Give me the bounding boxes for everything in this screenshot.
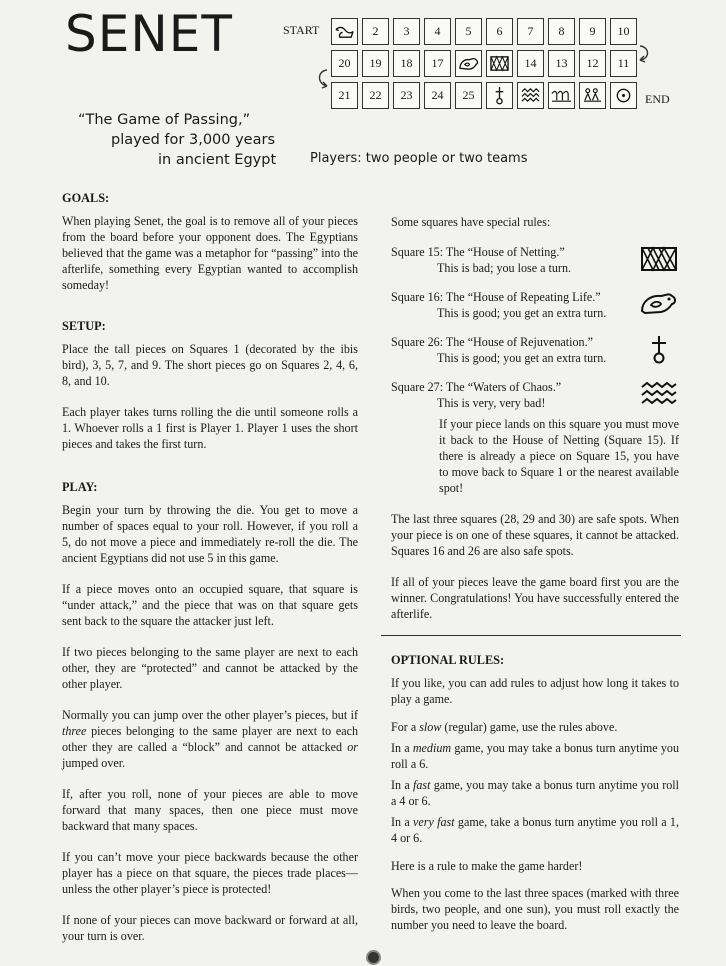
- play-paragraph-6: If you can’t move your piece backwards because the other player has a piece on that square, the pieces trade places—unless the other player’s piece is protected!: [62, 850, 358, 896]
- text-run: jumped over.: [62, 756, 126, 770]
- medium-game-rule: [391, 740, 679, 772]
- end-label: END: [645, 92, 670, 106]
- right-column: [391, 214, 679, 933]
- play-paragraph-5: If, after you roll, none of your pieces are able to move forward that many spaces, then one piece must move backward that many spaces.: [62, 787, 358, 833]
- water-icon: [639, 379, 679, 409]
- three-birds-icon: [551, 86, 572, 105]
- text-run: pieces belonging to the same player are next to each other they are called a “block” and cannot be attacked: [62, 724, 358, 754]
- setup-paragraph-1: Place the tall pieces on Squares 1 (decorated by the ibis bird), 3, 5, 7, and 9. The short pieces go on Squares 2, 4, 6, 8, and 10.: [62, 342, 358, 388]
- frog-icon: [639, 289, 679, 319]
- board-square: 10: [610, 18, 637, 45]
- text-run: Normally you can jump over the other player’s pieces, but if: [62, 708, 358, 722]
- section-divider: [381, 635, 681, 636]
- board-square: 3: [393, 18, 420, 45]
- setup-paragraph-2: Each player takes turns rolling the die until someone rolls a 1. Whoever rolls a 1 first is Player 1. Player 1 uses the short pieces and takes the first turn.: [62, 405, 358, 451]
- turn-arrow-left-icon: [313, 68, 333, 90]
- sun-icon: [613, 86, 634, 105]
- text-run: In a: [391, 741, 413, 755]
- board-square: 5: [455, 18, 482, 45]
- board-square: 8: [548, 18, 575, 45]
- tagline-line-2: played for 3,000 years: [111, 132, 276, 148]
- board-square: [486, 50, 513, 77]
- start-label: START: [283, 23, 320, 37]
- senet-board: [0, 0, 726, 120]
- play-paragraph-4: [62, 707, 358, 771]
- hanging-hole: [366, 950, 381, 965]
- board-square: 13: [548, 50, 575, 77]
- players-info: Players: two people or two teams: [310, 151, 528, 166]
- emphasis: three: [62, 724, 87, 738]
- tagline: [78, 110, 276, 170]
- optional-intro: If you like, you can add rules to adjust how long it takes to play a game.: [391, 676, 679, 706]
- rule-effect: This is very, very bad!: [437, 396, 546, 410]
- rule-title: Square 16: The “House of Repeating Life.”: [391, 290, 601, 304]
- emphasis: or: [347, 740, 358, 754]
- play-paragraph-3: If two pieces belonging to the same player are next to each other, they are “protected” and cannot be attacked by the other player.: [62, 645, 358, 691]
- emphasis: fast: [412, 778, 431, 792]
- turn-arrow-right-icon: [636, 44, 656, 64]
- rule-effect: This is good; you get an extra turn.: [437, 306, 607, 320]
- text-run: game, you may take a bonus turn anytime you roll a 6.: [391, 741, 679, 771]
- safe-spots-paragraph: The last three squares (28, 29 and 30) are safe spots. When your piece is on one of these squares, it cannot be attacked. Squares 16 and 26 are also safe spots.: [391, 512, 679, 558]
- board-square: 24: [424, 82, 451, 109]
- page-title: SENET: [65, 5, 233, 63]
- rule-title: Square 26: The “House of Rejuvenation.”: [391, 335, 593, 349]
- left-column: [62, 190, 358, 944]
- rule-square-26: [391, 334, 679, 366]
- water-icon: [520, 86, 541, 105]
- text-run: In a: [391, 778, 413, 792]
- play-heading: PLAY:: [62, 480, 98, 494]
- board-square: 14: [517, 50, 544, 77]
- netting-icon: [489, 54, 510, 73]
- very-fast-game-rule: [391, 814, 679, 846]
- board-square: 7: [517, 18, 544, 45]
- text-run: game, take a bonus turn anytime you roll a 1, 4 or 6.: [391, 815, 679, 845]
- goals-heading: GOALS:: [62, 191, 110, 205]
- board-square: [579, 82, 606, 109]
- tagline-line-3: in ancient Egypt: [158, 152, 277, 168]
- board-square: 4: [424, 18, 451, 45]
- harder-rule: When you come to the last three spaces (marked with three birds, two people, and one sun), you must roll exactly the number you need to leave the board.: [391, 886, 679, 932]
- special-intro: Some squares have special rules:: [391, 215, 551, 229]
- netting-icon: [639, 244, 679, 274]
- board-square: [610, 82, 637, 109]
- rule-square-16: [391, 289, 679, 321]
- rule-effect: This is good; you get an extra turn.: [437, 351, 607, 365]
- play-paragraph-2: If a piece moves onto an occupied square, that square is “under attack,” and the piece that was on that square gets sent back to the square the attacker just left.: [62, 582, 358, 628]
- rule-square-27: [391, 379, 679, 411]
- fast-game-rule: [391, 777, 679, 809]
- emphasis: slow: [419, 720, 442, 734]
- board-square: 22: [362, 82, 389, 109]
- board-square: 25: [455, 82, 482, 109]
- text-run: (regular) game, use the rules above.: [441, 720, 618, 734]
- ankh-icon: [489, 86, 510, 105]
- rule-square-15: [391, 244, 679, 276]
- chaos-detail: If your piece lands on this square you must move it back to the House of Netting (Square 15). If there is already a piece on Square 15, you have to move back to Square 1 or the nearest available spot!: [439, 417, 679, 495]
- ankh-icon: [639, 334, 679, 364]
- text-run: For a: [391, 720, 420, 734]
- play-paragraph-7: If none of your pieces can move backward or forward at all, your turn is over.: [62, 913, 358, 943]
- rule-title: Square 15: The “House of Netting.”: [391, 245, 565, 259]
- board-square: 20: [331, 50, 358, 77]
- board-square: 17: [424, 50, 451, 77]
- optional-rules-heading: OPTIONAL RULES:: [391, 653, 505, 667]
- board-square: [517, 82, 544, 109]
- emphasis: medium: [412, 741, 452, 755]
- winner-paragraph: If all of your pieces leave the game board first you are the winner. Congratulations! You have successfully entered the afterlife.: [391, 575, 679, 621]
- frog-icon: [458, 54, 479, 73]
- board-square: 2: [362, 18, 389, 45]
- play-paragraph-1: Begin your turn by throwing the die. You get to move a number of spaces equal to your roll. However, if you roll a 5, do not move a piece and immediately re-roll the die. The ancient Egyptians did not use 5 in this game.: [62, 503, 358, 565]
- emphasis: very fast: [413, 815, 455, 829]
- board-square: 23: [393, 82, 420, 109]
- tagline-line-1: “The Game of Passing,”: [78, 112, 251, 128]
- setup-heading: SETUP:: [62, 319, 106, 333]
- goals-paragraph: When playing Senet, the goal is to remove all of your pieces from the board before your opponent does. The Egyptians believed that the game was a metaphor for “passing” into the afterlife, something every Egyptian wanted to accomplish someday!: [62, 214, 358, 292]
- board-square: 9: [579, 18, 606, 45]
- board-square: [548, 82, 575, 109]
- rule-effect: This is bad; you lose a turn.: [437, 261, 572, 275]
- board-square: 21: [331, 82, 358, 109]
- board-square: 11: [610, 50, 637, 77]
- board-square: [331, 18, 358, 45]
- board-square: 12: [579, 50, 606, 77]
- text-run: game, you may take a bonus turn anytime you roll a 4 or 6.: [391, 778, 679, 808]
- text-run: In a: [391, 815, 414, 829]
- board-square: [455, 50, 482, 77]
- slow-game-rule: [391, 719, 679, 735]
- harder-rule-intro: Here is a rule to make the game harder!: [391, 859, 583, 873]
- ibis-icon: [334, 22, 355, 41]
- board-square: 19: [362, 50, 389, 77]
- two-people-icon: [582, 86, 603, 105]
- rule-title: Square 27: The “Waters of Chaos.”: [391, 380, 562, 394]
- board-square: [486, 82, 513, 109]
- board-square: 18: [393, 50, 420, 77]
- board-square: 6: [486, 18, 513, 45]
